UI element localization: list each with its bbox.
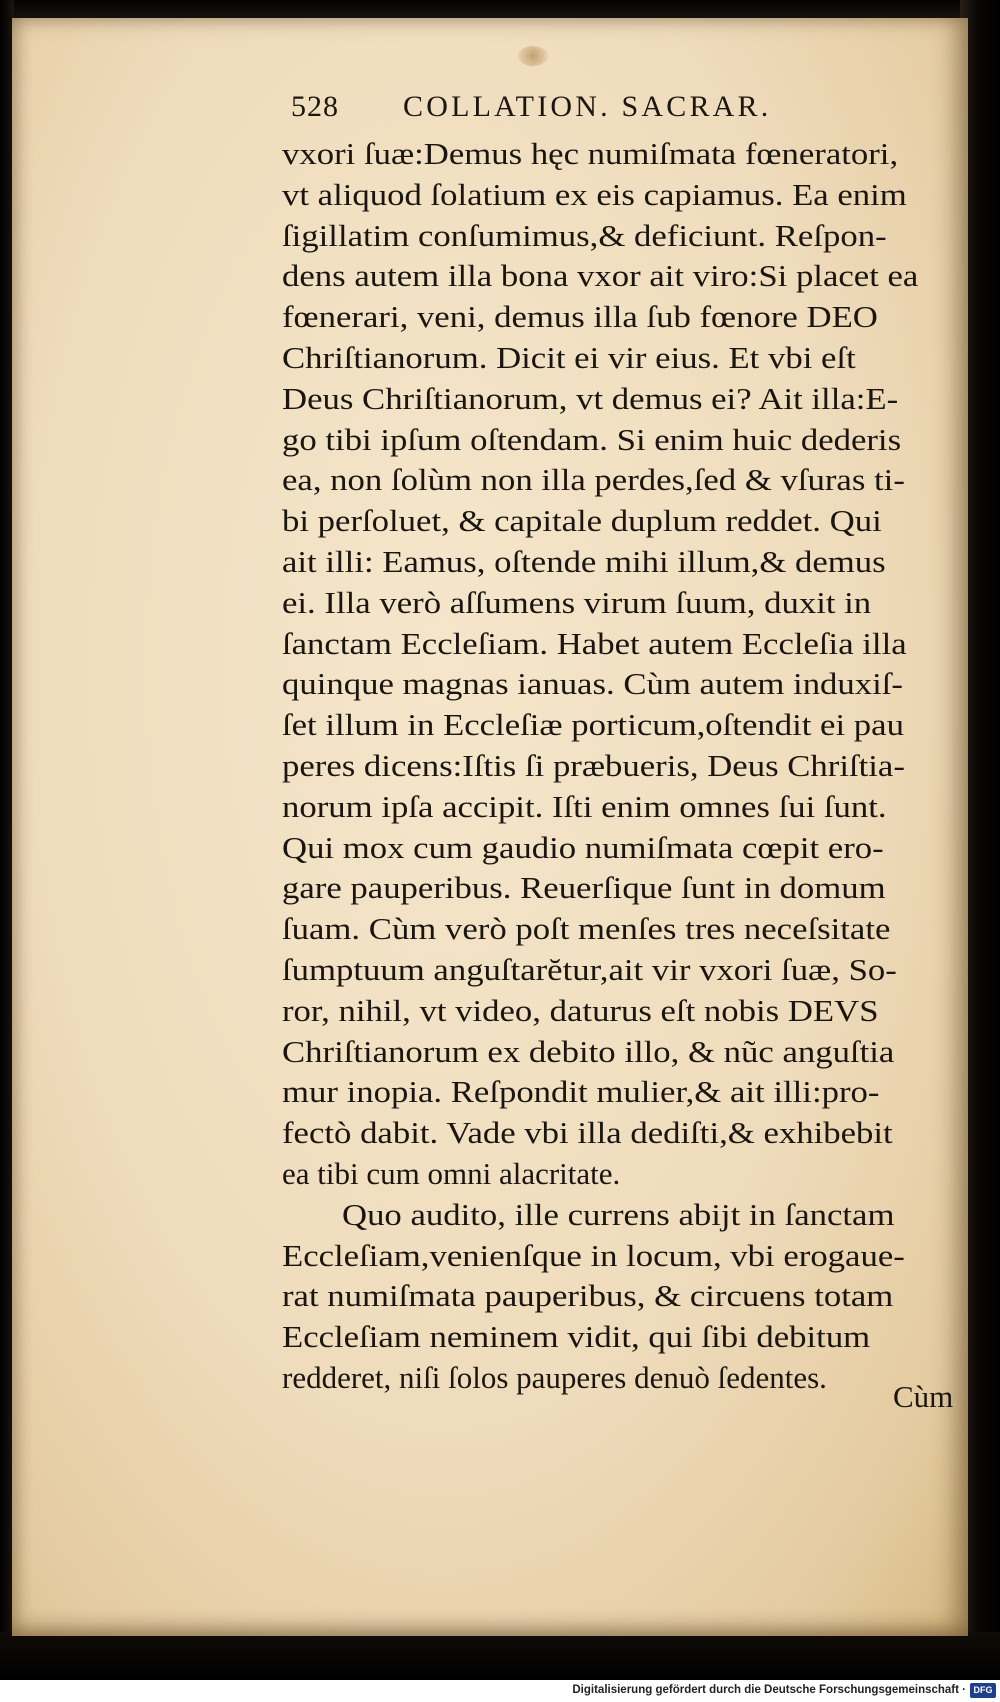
text-line: Eccleſiam,venienſque in locum, vbi erogaue- — [282, 1237, 905, 1273]
text-line: ror, nihil, vt video, daturus eſt nobis DEVS — [282, 992, 879, 1028]
running-head: COLLATION. SACRAR. — [403, 90, 772, 123]
catchword: Cùm — [893, 1379, 954, 1414]
text-line: fœnerari, veni, demus illa ſub fœnore DEO — [282, 299, 878, 335]
text-line: Eccleſiam neminem vidit, qui ſibi debitum — [282, 1319, 871, 1355]
text-line: ſumptuum anguſtarĕtur,ait vir vxori ſuæ, So- — [282, 951, 897, 987]
text-line: gare pauperibus. Reuerſique ſunt in domum — [282, 870, 886, 906]
text-line: go tibi ipſum oſtendam. Si enim huic dederis — [282, 421, 902, 457]
text-line: ea tibi cum omni alacritate. — [282, 1155, 621, 1191]
text-line: mur inopia. Reſpondit mulier,& ait illi:pro- — [282, 1074, 880, 1110]
text-line: ſet illum in Eccleſiæ porticum,oſtendit ei pau — [282, 707, 904, 743]
text-line: quinque magnas ianuas. Cùm autem induxiſ- — [282, 666, 904, 702]
paragraph-start-line: Quo audito, ille currens abijt in ſanctam — [342, 1196, 895, 1232]
text-line: rat numiſmata pauperibus, & circuens totam — [282, 1278, 894, 1314]
text-line: bi perſoluet, & capitale duplum reddet. Qui — [282, 503, 882, 539]
text-line: fectò dabit. Vade vbi illa dediſti,& exhibebit — [282, 1115, 893, 1151]
book-edge-bottom — [0, 1632, 1000, 1680]
text-line: Qui mox cum gaudio numiſmata cœpit ero- — [282, 829, 884, 865]
text-line: redderet, niſi ſolos pauperes denuò ſedentes. — [282, 1359, 827, 1395]
body-text — [282, 134, 972, 1399]
text-line: ſanctam Eccleſiam. Habet autem Eccleſia illa — [282, 625, 907, 661]
text-line: ſuam. Cùm verò poſt menſes tres neceſsitate — [282, 911, 891, 947]
footer-bar — [0, 1680, 1000, 1702]
text-line: Chriſtianorum. Dicit ei vir eius. Et vbi eſt — [282, 339, 856, 375]
page-header — [291, 90, 901, 130]
text-line: dens autem illa bona vxor ait viro:Si placet ea — [282, 258, 919, 294]
text-line: vt aliquod ſolatium ex eis capiamus. Ea enim — [282, 176, 907, 212]
text-line: peres dicens:Iſtis ſi præbueris, Deus Chriſtia- — [282, 747, 905, 783]
ink-stain — [518, 46, 548, 66]
funding-credit: Digitalisierung gefördert durch die Deutsche Forschungsgemeinschaft · — [572, 1684, 966, 1696]
text-line: vxori ſuæ:Demus hęc numiſmata fœneratori, — [282, 136, 899, 171]
text-line: ait illi: Eamus, oſtende mihi illum,& demus — [282, 543, 886, 579]
page-number: 528 — [291, 90, 339, 123]
text-line: Deus Chriſtianorum, vt demus ei? Ait illa:E- — [282, 380, 899, 416]
text-line: norum ipſa accipit. Iſti enim omnes ſui ſunt. — [282, 788, 887, 824]
dfg-logo: DFG — [970, 1683, 996, 1698]
text-line: ſigillatim conſumimus,& deficiunt. Reſpon- — [282, 217, 887, 253]
text-line: ea, non ſolùm non illa perdes,ſed & vſuras ti- — [282, 462, 905, 498]
text-line: Chriſtianorum ex debito illo, & nũc anguſtia — [282, 1033, 895, 1069]
text-line: ei. Illa verò aſſumens virum ſuum, duxit in — [282, 584, 872, 620]
